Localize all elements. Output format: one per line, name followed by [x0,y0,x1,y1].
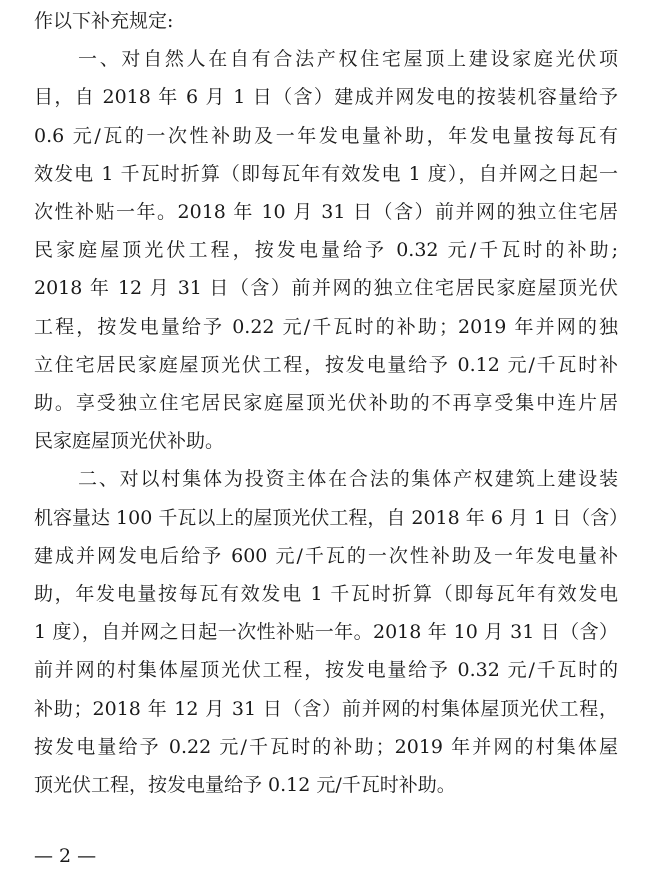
paragraph-1-line: 2018 年 12 月 31 日（含）前并网的独立住宅居民家庭屋顶光伏 [34,277,618,300]
paragraph-1-line: 民家庭屋顶光伏补助。 [34,430,225,453]
paragraph-1-line: 民家庭屋顶光伏工程，按发电量给予 0.32 元/千瓦时的补助; [34,239,618,262]
paragraph-1-line: 次性补贴一年。2018 年 10 月 31 日（含）前并网的独立住宅居 [34,201,618,223]
paragraph-2-line: 顶光伏工程，按发电量给予 0.12 元/千瓦时补助。 [34,774,456,796]
text-line-intro: 作以下补充规定: [34,10,174,32]
paragraph-1-line: 效发电 1 千瓦时折算（即每瓦年有效发电 1 度），自并网之日起一 [34,162,618,185]
page-number: — 2 — [34,845,97,867]
paragraph-1-line: 目，自 2018 年 6 月 1 日（含）建成并网发电的按装机容量给予 [34,86,618,109]
paragraph-1-line: 助。享受独立住宅居民家庭屋顶光伏补助的不再享受集中连片居 [34,392,618,414]
paragraph-2-line: 二、对以村集体为投资主体在合法的集体产权建筑上建设装 [78,468,618,491]
paragraph-2-line: 机容量达 100 千瓦以上的屋顶光伏工程，自 2018 年 6 月 1 日（含） [34,506,629,529]
paragraph-1-line: 立住宅居民家庭屋顶光伏工程，按发电量给予 0.12 元/千瓦时补 [34,353,618,376]
paragraph-2-line: 助，年发电量按每瓦有效发电 1 千瓦时折算（即每瓦年有效发电 [34,583,618,605]
paragraph-2-line: 按发电量给予 0.22 元/千瓦时的补助；2019 年并网的村集体屋 [34,735,618,758]
paragraph-1-line: 工程，按发电量给予 0.22 元/千瓦时的补助；2019 年并网的独 [34,315,618,338]
paragraph-2-line: 1 度），自并网之日起一次性补贴一年。2018 年 10 月 31 日（含） [34,621,618,644]
paragraph-2-line: 前并网的村集体屋顶光伏工程，按发电量给予 0.32 元/千瓦时的 [34,659,618,682]
paragraph-1-line: 0.6 元/瓦的一次性补助及一年发电量补助，年发电量按每瓦有 [34,124,618,147]
paragraph-1-line: 一、对自然人在自有合法产权住宅屋顶上建设家庭光伏项 [78,48,618,71]
paragraph-2-line: 补助；2018 年 12 月 31 日（含）前并网的村集体屋顶光伏工程， [34,697,618,720]
paragraph-2-line: 建成并网发电后给予 600 元/千瓦的一次性补助及一年发电量补 [34,544,618,567]
